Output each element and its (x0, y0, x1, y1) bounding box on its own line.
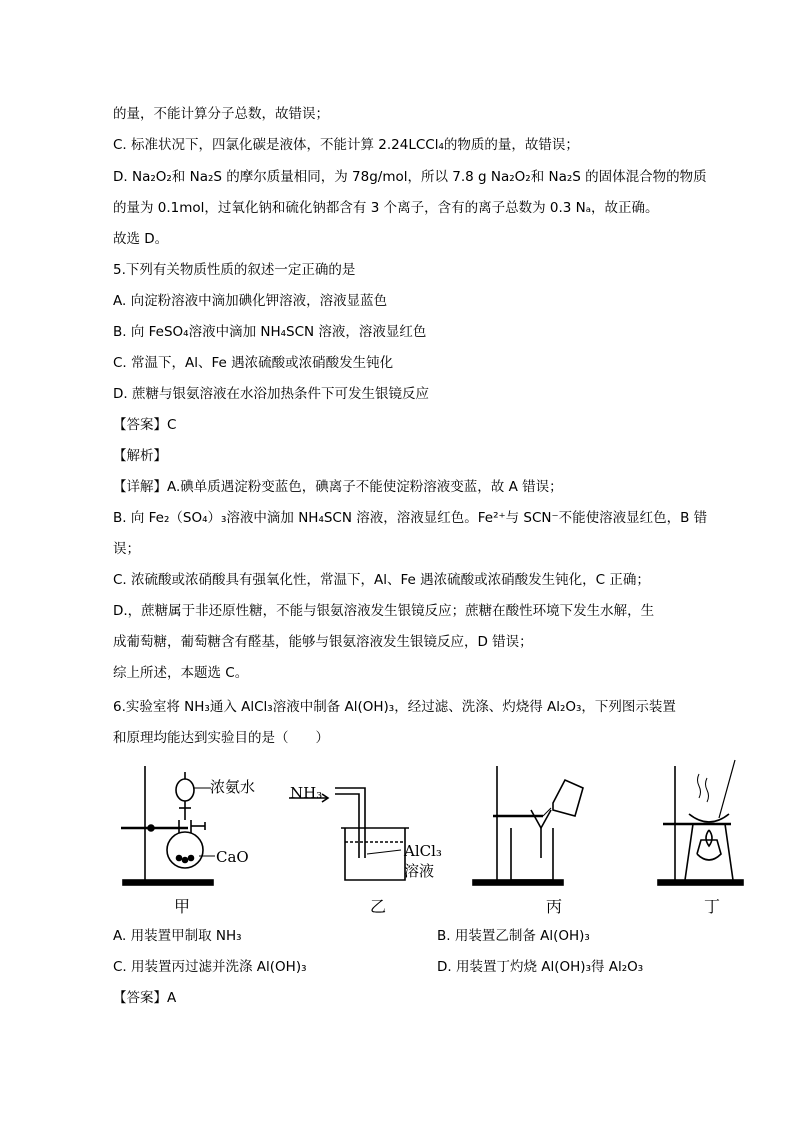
option-line: B. 向 FeSO₄溶液中滴加 NH₄SCN 溶液，溶液显红色 (113, 324, 427, 340)
text-line: 的量为 0.1mol，过氧化钠和硫化钠都含有 3 个离子，含有的离子总数为 0.3 Nₐ，故正确。 (113, 200, 659, 216)
answer-line: 【答案】C (113, 417, 177, 433)
text-line: C. 浓硫酸或浓硝酸具有强氧化性，常温下，Al、Fe 遇浓硫酸或浓硝酸发生钝化，C 正确； (113, 572, 650, 588)
solution-label: 溶液 (404, 862, 435, 880)
apparatus-jia (121, 766, 215, 885)
reagent-label: CaO (216, 848, 249, 866)
text-line: D.，蔗糖属于非还原性糖，不能与银氨溶液发生银镜反应；蔗糖在酸性环境下发生水解，生 (113, 603, 655, 619)
text-line: 故选 D。 (113, 231, 169, 247)
text-line: 成葡萄糖，葡萄糖含有醛基，能够与银氨溶液发生银镜反应，D 错误； (113, 634, 533, 650)
text-line: 综上所述，本题选 C。 (113, 665, 249, 681)
text-line: D. Na₂O₂和 Na₂S 的摩尔质量相同，为 78g/mol，所以 7.8 g Na₂O₂和 Na₂S 的固体混合物的物质 (113, 169, 707, 185)
analysis-heading: 【解析】 (113, 448, 167, 464)
text-line: 【详解】A.碘单质遇淀粉变蓝色，碘离子不能使淀粉溶液变蓝，故 A 错误； (113, 479, 563, 495)
text-line: 误； (113, 541, 140, 557)
figure-label-ding: 丁 (704, 897, 721, 916)
solution-label: AlCl₃ (404, 842, 442, 860)
question-title: 5.下列有关物质性质的叙述一定正确的是 (113, 262, 356, 278)
figure-label-yi: 乙 (370, 897, 387, 916)
gas-label: NH₃ (290, 784, 323, 802)
text-line: 的量，不能计算分子总数，故错误； (113, 106, 329, 122)
question-title: 和原理均能达到实验目的是（ ） (113, 730, 329, 746)
option-b: B. 用装置乙制备 Al(OH)₃ (437, 928, 590, 944)
apparatus-bing (473, 766, 583, 885)
option-line: C. 常温下，Al、Fe 遇浓硫酸或浓硝酸发生钝化 (113, 355, 394, 371)
apparatus-figure (113, 758, 753, 918)
figure-label-bing: 丙 (546, 897, 563, 916)
reagent-label: 浓氨水 (210, 778, 256, 796)
apparatus-ding (658, 760, 743, 885)
text-line: C. 标准状况下，四氯化碳是液体，不能计算 2.24LCCl₄的物质的量，故错误； (113, 137, 579, 153)
question-title: 6.实验室将 NH₃通入 AlCl₃溶液中制备 Al(OH)₃，经过滤、洗涤、灼烧得 Al₂O₃，下列图示装置 (113, 699, 676, 715)
figure-label-jia: 甲 (174, 897, 191, 916)
text-line: B. 向 Fe₂（SO₄）₃溶液中滴加 NH₄SCN 溶液，溶液显红色。Fe²⁺与 SCN⁻不能使溶液显红色，B 错 (113, 510, 708, 526)
option-c: C. 用装置丙过滤并洗涤 Al(OH)₃ (113, 959, 307, 975)
option-line: D. 蔗糖与银氨溶液在水浴加热条件下可发生银镜反应 (113, 386, 429, 402)
option-d: D. 用装置丁灼烧 Al(OH)₃得 Al₂O₃ (437, 959, 644, 975)
option-a: A. 用装置甲制取 NH₃ (113, 928, 242, 944)
answer-line: 【答案】A (113, 990, 177, 1006)
option-line: A. 向淀粉溶液中滴加碘化钾溶液，溶液显蓝色 (113, 293, 388, 309)
